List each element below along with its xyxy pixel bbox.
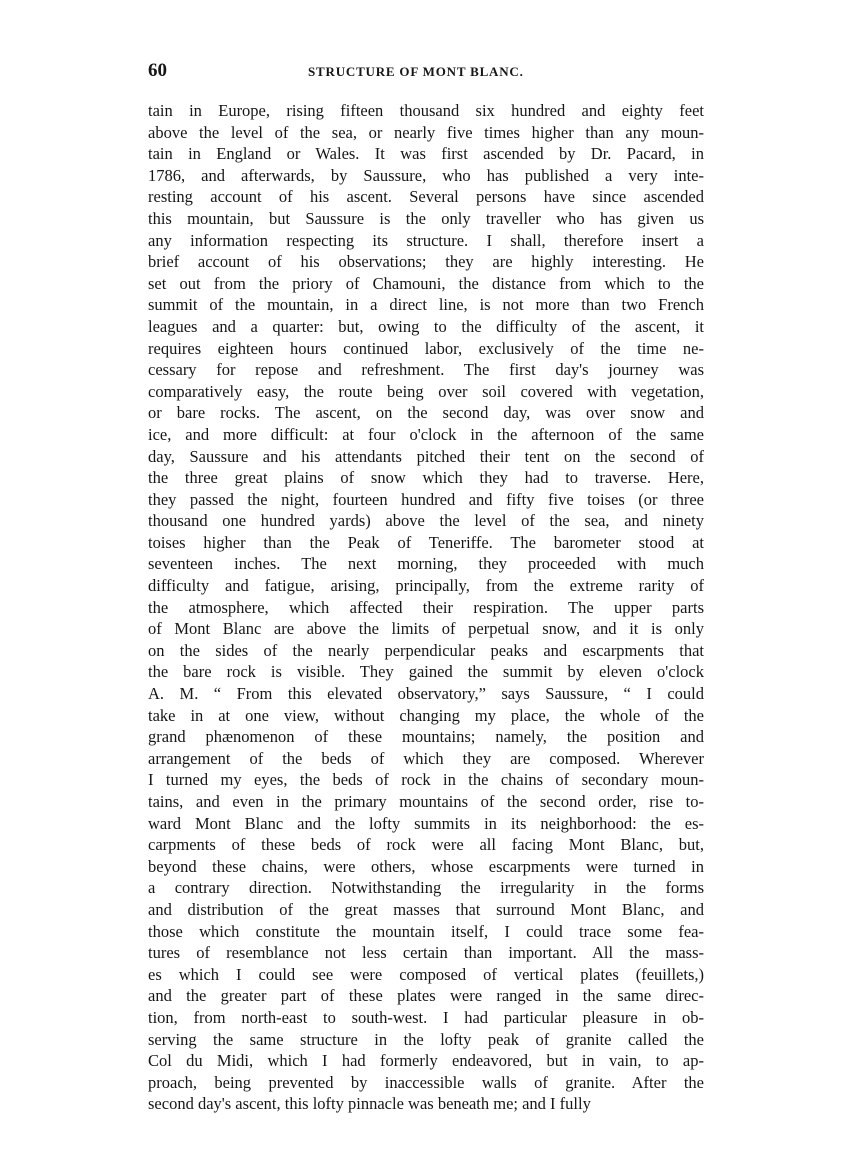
text-line: the three great plains of snow which they had to traverse. Here,	[148, 468, 704, 488]
text-line: this mountain, but Saussure is the only traveller who has given us	[148, 208, 704, 228]
text-line: Col du Midi, which I had formerly endeavored, but in vain, to ap-	[148, 1051, 704, 1071]
text-line: ice, and more difficult: at four o'clock in the afternoon of the same	[148, 424, 704, 444]
text-line: any information respecting its structure. I shall, therefore insert a	[148, 230, 704, 250]
text-line: requires eighteen hours continued labor, exclusively of the time ne-	[148, 338, 704, 358]
text-line: seventeen inches. The next morning, they proceeded with much	[148, 554, 704, 574]
running-title: STRUCTURE OF MONT BLANC.	[308, 64, 524, 79]
text-line: on the sides of the nearly perpendicular peaks and escarpments that	[148, 640, 704, 660]
text-line: es which I could see were composed of vertical plates (feuillets,)	[148, 964, 704, 984]
text-line: set out from the priory of Chamouni, the distance from which to the	[148, 273, 704, 293]
text-line: tures of resemblance not less certain than important. All the mass-	[148, 943, 704, 963]
text-line: the bare rock is visible. They gained the summit by eleven o'clock	[148, 662, 704, 682]
text-line: they passed the night, fourteen hundred and fifty five toises (or three	[148, 489, 704, 509]
text-line: serving the same structure in the lofty peak of granite called the	[148, 1029, 704, 1049]
text-line: A. M. “ From this elevated observatory,” says Saussure, “ I could	[148, 684, 704, 704]
text-line: second day's ascent, this lofty pinnacle was beneath me; and I fully	[148, 1094, 591, 1114]
text-line: ward Mont Blanc and the lofty summits in its neighborhood: the es-	[148, 813, 704, 833]
text-line: take in at one view, without changing my place, the whole of the	[148, 705, 704, 725]
body-text	[148, 100, 704, 1115]
text-line: grand phænomenon of these mountains; namely, the position and	[148, 727, 704, 747]
text-line: tion, from north-east to south-west. I had particular pleasure in ob-	[148, 1007, 704, 1027]
text-line: and distribution of the great masses that surround Mont Blanc, and	[148, 899, 704, 919]
text-line: above the level of the sea, or nearly five times higher than any moun-	[148, 122, 704, 142]
text-line: summit of the mountain, in a direct line, is not more than two French	[148, 295, 704, 315]
text-line: tains, and even in the primary mountains of the second order, rise to-	[148, 792, 704, 811]
text-line: those which constitute the mountain itself, I could trace some fea-	[148, 921, 704, 941]
text-line: of Mont Blanc are above the limits of perpetual snow, and it is only	[148, 619, 704, 639]
text-line: brief account of his observations; they are highly interesting. He	[148, 252, 704, 272]
text-line: I turned my eyes, the beds of rock in the chains of secondary moun-	[148, 770, 704, 790]
text-line: proach, being prevented by inaccessible walls of granite. After the	[148, 1072, 704, 1092]
text-line: and the greater part of these plates were ranged in the same direc-	[148, 986, 704, 1006]
text-line: comparatively easy, the route being over soil covered with vegetation,	[148, 381, 704, 401]
text-line: the atmosphere, which affected their respiration. The upper parts	[148, 597, 704, 617]
text-line: or bare rocks. The ascent, on the second day, was over snow and	[148, 403, 704, 423]
text-line: arrangement of the beds of which they are composed. Wherever	[148, 748, 704, 768]
text-line: tain in England or Wales. It was first ascended by Dr. Pacard, in	[148, 144, 704, 164]
text-line: difficulty and fatigue, arising, principally, from the extreme rarity of	[148, 576, 704, 596]
text-line: beyond these chains, were others, whose escarpments were turned in	[148, 856, 704, 876]
text-line: day, Saussure and his attendants pitched their tent on the second of	[148, 446, 704, 466]
text-line: leagues and a quarter: but, owing to the difficulty of the ascent, it	[148, 316, 704, 336]
page-number: 60	[148, 60, 167, 81]
text-line: tain in Europe, rising fifteen thousand six hundred and eighty feet	[148, 101, 704, 120]
running-head	[148, 60, 704, 82]
text-line: cessary for repose and refreshment. The first day's journey was	[148, 360, 704, 380]
text-line: carpments of these beds of rock were all facing Mont Blanc, but,	[148, 835, 704, 855]
text-line: thousand one hundred yards) above the level of the sea, and ninety	[148, 511, 704, 531]
text-line: 1786, and afterwards, by Saussure, who has published a very inte-	[148, 165, 704, 185]
text-line: a contrary direction. Notwithstanding the irregularity in the forms	[148, 878, 704, 898]
text-line: toises higher than the Peak of Teneriffe. The barometer stood at	[148, 532, 704, 552]
book-page	[148, 60, 704, 1115]
text-line: resting account of his ascent. Several persons have since ascended	[148, 187, 704, 207]
